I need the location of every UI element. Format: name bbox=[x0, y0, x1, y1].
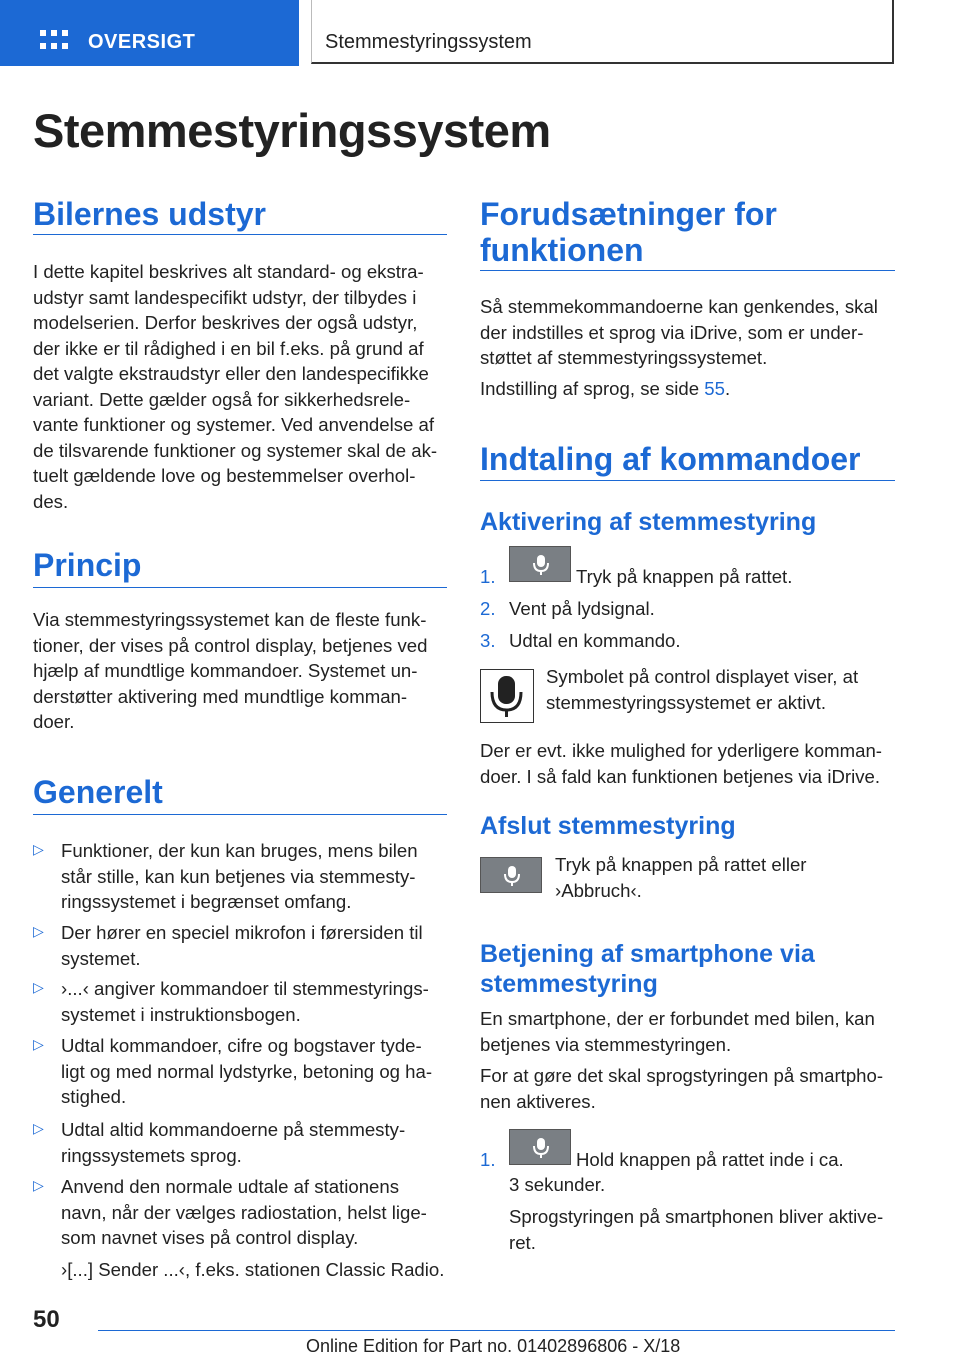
title-line: Forudsætninger for bbox=[480, 196, 777, 232]
section-title-commands: Indtaling af kommandoer bbox=[480, 441, 861, 477]
step-text: Udtal en kommando. bbox=[509, 630, 681, 651]
text-line: Tryk på knappen på rattet eller bbox=[555, 854, 807, 875]
text-line: står stille, kan kun betjenes via stemmesty- bbox=[61, 865, 416, 887]
top-navigation bbox=[0, 0, 960, 66]
text-line: ›...‹ angiver kommandoer til stemmestyrings- bbox=[61, 978, 429, 999]
text-line: udstyr samt landespecifikt udstyr, der tilbydes i bbox=[33, 286, 417, 308]
text-line: Udtal kommandoer, cifre og bogstaver tyde- bbox=[61, 1035, 422, 1056]
microphone-button-icon bbox=[480, 857, 542, 893]
triangle-bullet-icon: ▷ bbox=[33, 1120, 44, 1136]
smartphone-paragraph bbox=[480, 1006, 895, 1057]
triangle-bullet-icon: ▷ bbox=[33, 1177, 44, 1193]
text-line: Via stemmestyringssystemet kan de fleste funk- bbox=[33, 609, 427, 630]
text-line: de tilsvarende funktioner og systemer skal de ak- bbox=[33, 439, 438, 461]
text-line: Funktioner, der kun kan bruges, mens bilen bbox=[61, 840, 418, 861]
text-line: ringssystemets sprog. bbox=[61, 1144, 242, 1166]
step-number: 1. bbox=[480, 566, 496, 587]
section-divider bbox=[480, 270, 895, 271]
end-description bbox=[555, 852, 895, 903]
current-section-tab[interactable] bbox=[311, 0, 894, 64]
section-divider bbox=[33, 587, 447, 588]
microphone-button-icon bbox=[509, 546, 571, 582]
text-line: stemmestyringssystemet er aktivt. bbox=[546, 691, 827, 713]
section-title-equipment: Bilernes udstyr bbox=[33, 196, 266, 232]
section-title-principle: Princip bbox=[33, 547, 142, 583]
current-section-label: Stemmestyringssystem bbox=[325, 31, 532, 53]
step-text: 3 sekunder. bbox=[509, 1174, 606, 1195]
section-title-prerequisites bbox=[480, 196, 895, 268]
text-line: For at gøre det skal sprogstyringen på smartpho- bbox=[480, 1065, 884, 1086]
smartphone-paragraph bbox=[480, 1063, 895, 1114]
text-line: stighed. bbox=[61, 1086, 127, 1107]
subsection-title-activate: Aktivering af stemmestyring bbox=[480, 508, 817, 536]
section-divider bbox=[33, 814, 447, 815]
reference-end: . bbox=[724, 378, 731, 399]
step-text: Vent på lydsignal. bbox=[509, 598, 655, 619]
section-divider bbox=[480, 480, 895, 481]
text-line: tuelt gældende love og bestemmelser overhol- bbox=[33, 465, 416, 486]
footer-divider bbox=[98, 1330, 895, 1331]
title-line: funktionen bbox=[480, 232, 644, 268]
text-line: I dette kapitel beskrives alt standard- og ekstra- bbox=[33, 261, 424, 282]
text-line: som navnet vises på control display. bbox=[61, 1227, 359, 1248]
section-divider bbox=[33, 234, 447, 235]
text-line: ›Abbruch‹. bbox=[555, 879, 642, 901]
triangle-bullet-icon: ▷ bbox=[33, 841, 44, 857]
subsection-title-smartphone bbox=[480, 939, 895, 999]
text-line: doer. I så fald kan funktionen betjenes via iDrive. bbox=[480, 765, 881, 787]
text-line: variant. Dette gælder også for sikkerhedsrele- bbox=[33, 388, 411, 410]
text-line: nen aktiveres. bbox=[480, 1090, 596, 1112]
step-text: Hold knappen på rattet inde i ca. bbox=[576, 1149, 844, 1170]
language-reference bbox=[480, 376, 895, 402]
text-line: Udtal altid kommandoerne på stemmesty- bbox=[61, 1119, 406, 1140]
microphone-button-icon bbox=[509, 1129, 571, 1165]
text-line: Symbolet på control displayet viser, at bbox=[546, 666, 859, 687]
note-paragraph bbox=[480, 738, 895, 789]
text-line: Der hører en speciel mikrofon i førersiden til bbox=[61, 922, 423, 943]
text-line: Så stemmekommandoerne kan genkendes, skal bbox=[480, 296, 878, 317]
title-line: stemmestyring bbox=[480, 970, 658, 998]
title-line: Betjening af smartphone via bbox=[480, 940, 815, 968]
text-line: ringssystemet i begrænset omfang. bbox=[61, 891, 352, 912]
text-line: Der er evt. ikke mulighed for yderligere komman- bbox=[480, 740, 882, 761]
text-line: des. bbox=[33, 490, 69, 512]
text-line: der ikke er til rådighed i en bil f.eks. på grund af bbox=[33, 337, 424, 359]
equipment-paragraph bbox=[33, 259, 447, 514]
footer-edition: Online Edition for Part no. 01402896806 - X/18 bbox=[306, 1336, 681, 1356]
text-line: betjenes via stemmestyringen. bbox=[480, 1033, 732, 1055]
page-reference-link[interactable]: 55 bbox=[704, 378, 725, 399]
section-title-general: Generelt bbox=[33, 774, 163, 810]
page-number: 50 bbox=[33, 1306, 60, 1333]
text-line: doer. bbox=[33, 711, 75, 732]
text-line: modelserien. Derfor beskrives der også udstyr, bbox=[33, 312, 418, 333]
step-number: 1. bbox=[480, 1149, 496, 1170]
step-text: Tryk på knappen på rattet. bbox=[576, 566, 793, 587]
text-line: Anvend den normale udtale af stationens bbox=[61, 1176, 400, 1197]
text-line: der indstilles et sprog via iDrive, som er under- bbox=[480, 321, 864, 343]
text-line: navn, når der vælges radiostation, helst lige- bbox=[61, 1201, 427, 1223]
symbol-description bbox=[546, 664, 895, 715]
reference-text: Indstilling af sprog, se side bbox=[480, 378, 705, 399]
subsection-title-end: Afslut stemmestyring bbox=[480, 812, 736, 840]
step-result bbox=[509, 1204, 895, 1255]
triangle-bullet-icon: ▷ bbox=[33, 979, 44, 995]
step-number: 3. bbox=[480, 630, 496, 651]
text-line: ret. bbox=[509, 1231, 536, 1253]
text-line: støttet af stemmestyringssystemet. bbox=[480, 347, 768, 368]
text-line: det valgte ekstraudstyr eller den landespecifikke bbox=[33, 363, 429, 384]
prerequisites-paragraph bbox=[480, 294, 895, 371]
microphone-symbol-icon bbox=[480, 669, 534, 723]
text-line: Sprogstyringen på smartphonen bliver aktive- bbox=[509, 1206, 884, 1227]
text-line: vante funktioner og systemer. Ved anvendelse af bbox=[33, 414, 435, 435]
grid-icon bbox=[40, 30, 68, 50]
overview-tab[interactable] bbox=[0, 0, 299, 66]
text-line: ›[...] Sender ...‹, f.eks. stationen Classic Radio. bbox=[61, 1258, 445, 1280]
text-line: ligt og med normal lydstyrke, betoning og ha- bbox=[61, 1060, 433, 1082]
text-line: tioner, der vises på control display, betjenes ved bbox=[33, 634, 428, 656]
text-line: derstøtter aktivering med mundtlige komman- bbox=[33, 685, 408, 707]
text-line: En smartphone, der er forbundet med bilen, kan bbox=[480, 1008, 875, 1029]
triangle-bullet-icon: ▷ bbox=[33, 923, 44, 939]
triangle-bullet-icon: ▷ bbox=[33, 1036, 44, 1052]
principle-paragraph bbox=[33, 607, 447, 735]
text-line: systemet. bbox=[61, 947, 141, 969]
page-title: Stemmestyringssystem bbox=[33, 104, 551, 157]
text-line: systemet i instruktionsbogen. bbox=[61, 1003, 301, 1025]
text-line: hjælp af mundtlige kommandoer. Systemet un- bbox=[33, 660, 418, 681]
step-number: 2. bbox=[480, 598, 496, 619]
overview-tab-label: OVERSIGT bbox=[88, 31, 196, 53]
